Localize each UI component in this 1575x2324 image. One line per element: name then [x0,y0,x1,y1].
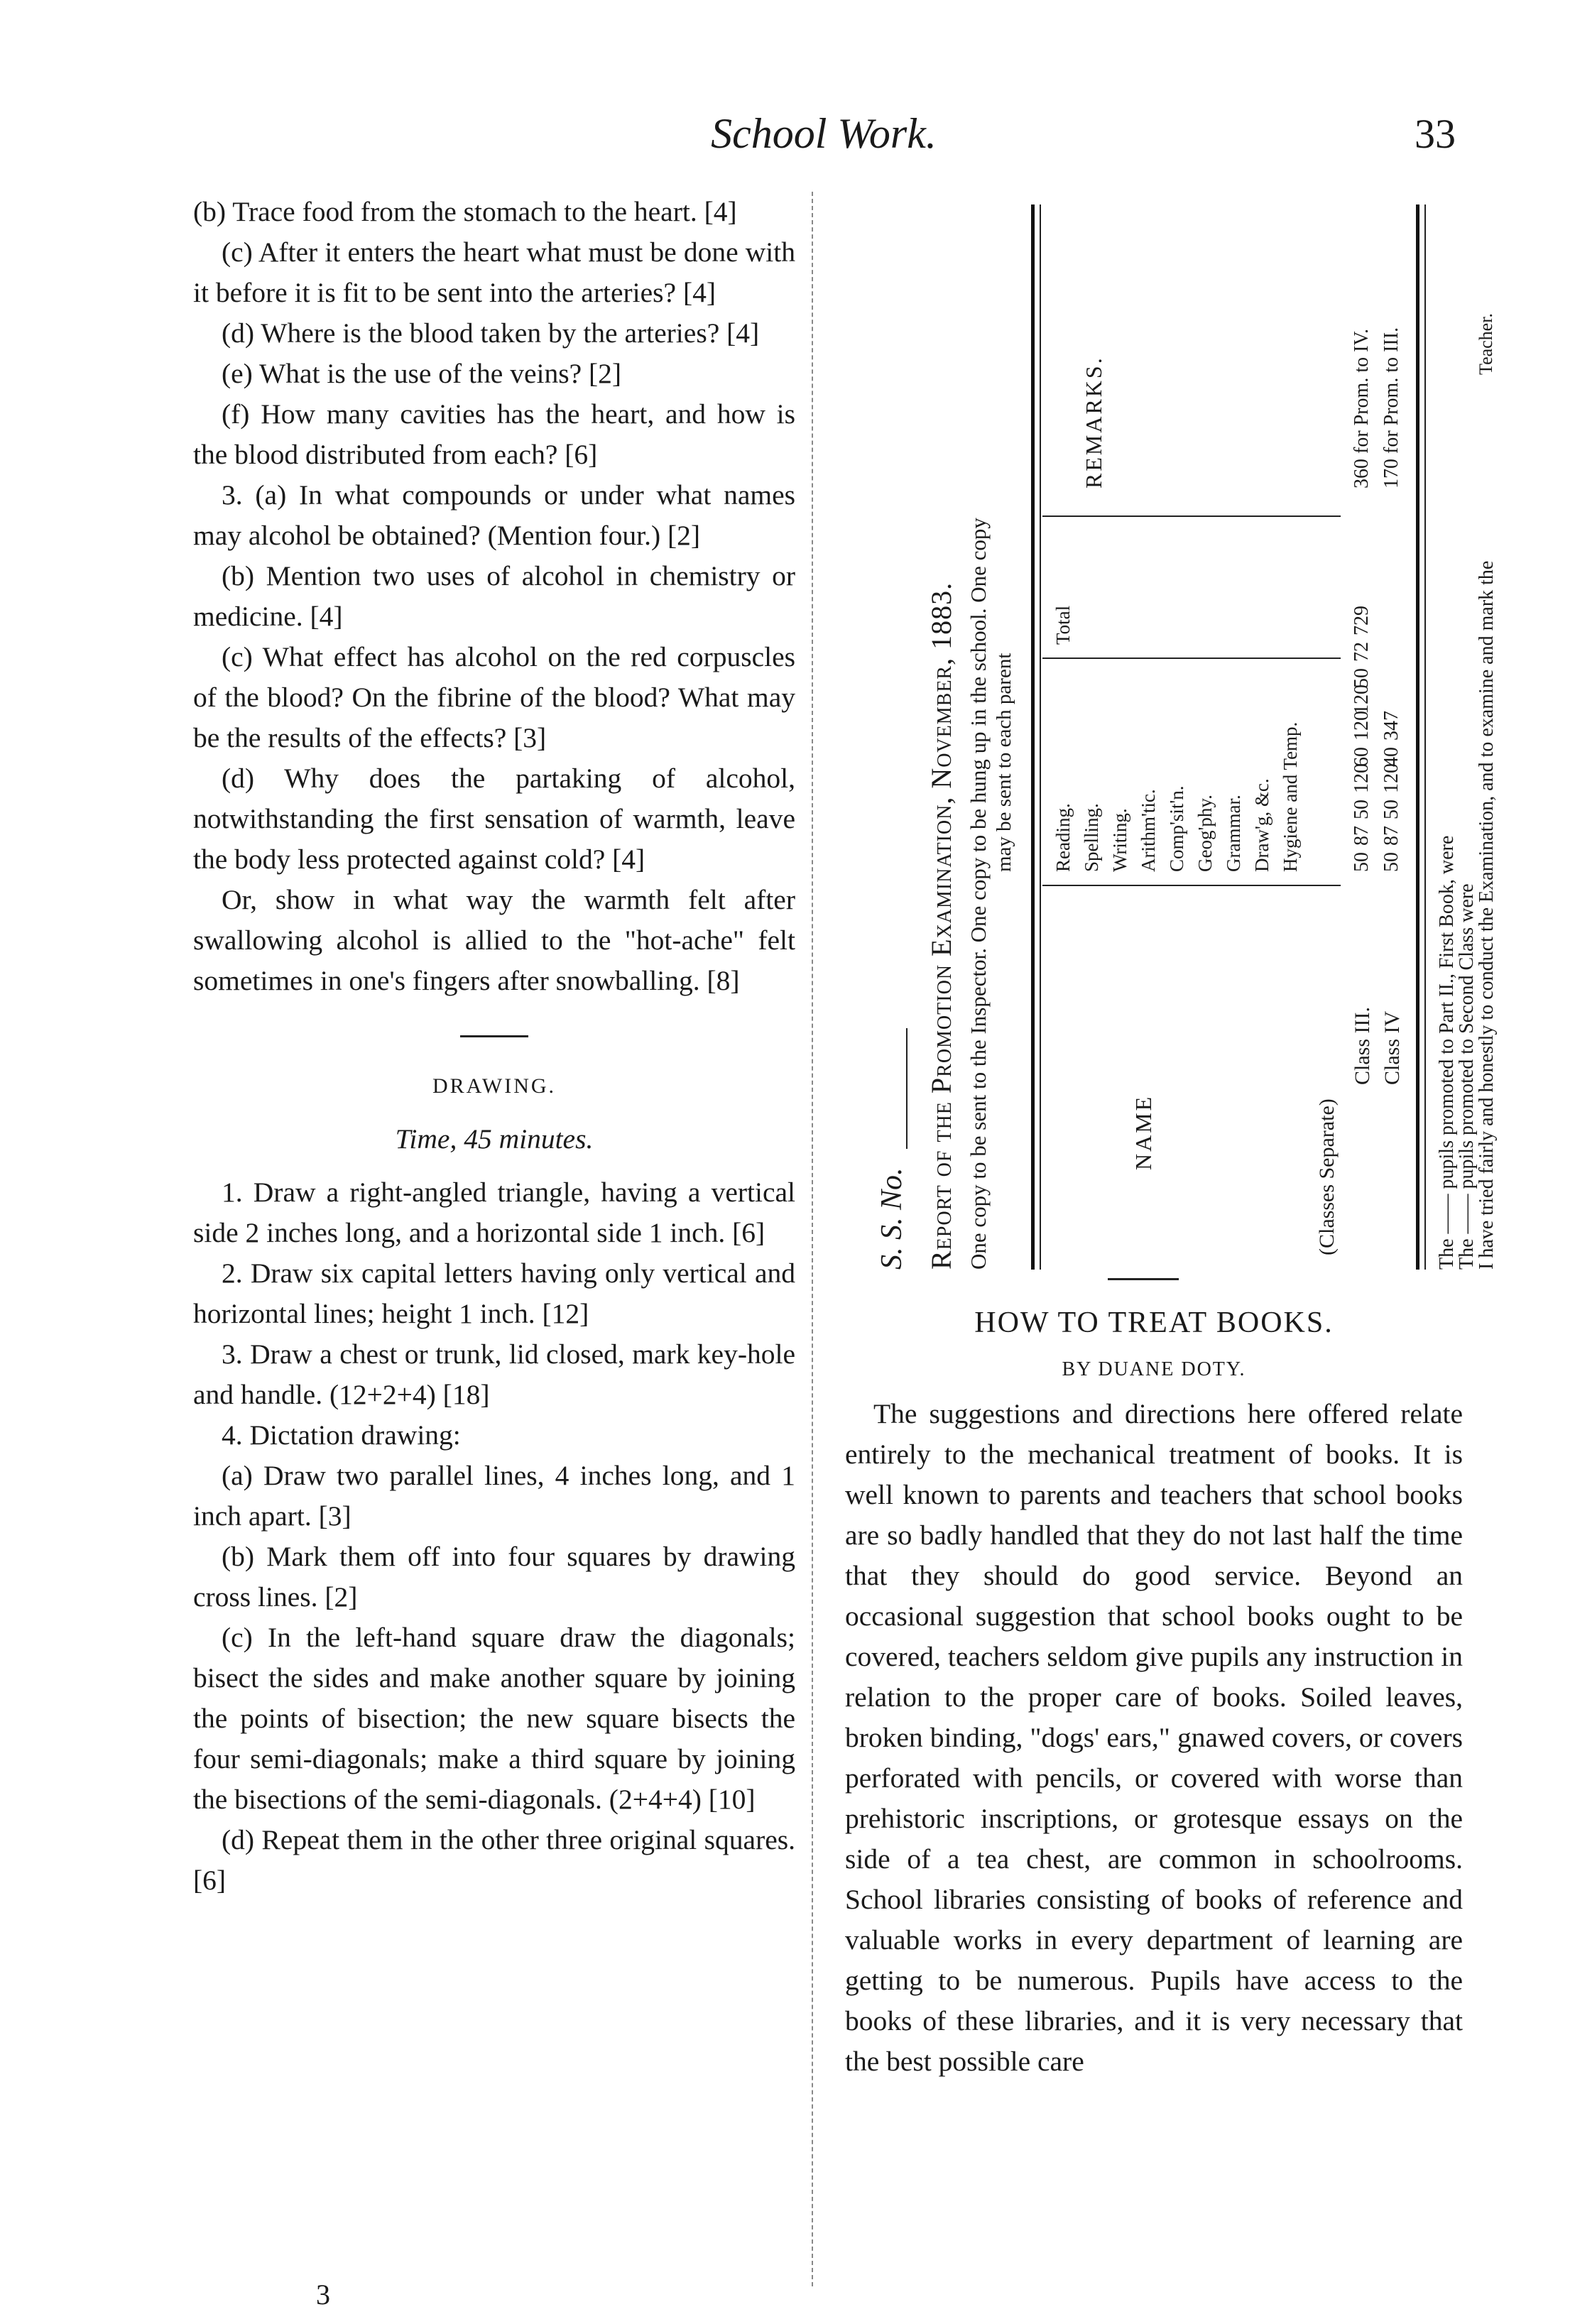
score-cell: 50 [1351,800,1373,819]
table-bottom-rule-inner [1424,204,1426,1270]
question-text: (c) After it enters the heart what must be done with it before it is fit to be sent into the arteries? [4] [193,236,795,308]
section-heading: DRAWING. [432,1074,557,1098]
remark-cell: 360 for Prom. to IV. [1351,328,1373,489]
class-label: Class III. [1351,1007,1374,1085]
name-column-header: NAME [1130,1094,1156,1170]
footer-line: The —— pupils promoted to Part II., First Book, were [1436,835,1458,1270]
drawing-item: 1. Draw a right-angled triangle, having a vertical side 2 inches long, and a horizontal side 1 inch. [6] [193,1177,795,1248]
report-instruction-continued: may be sent to each parent [993,653,1015,872]
classes-separate-label: (Classes Separate) [1315,1098,1339,1255]
left-column [193,192,795,1901]
score-cell: 40 [1380,747,1402,767]
drawing-item: (b) Mark them off into four squares by drawing cross lines. [2] [193,1541,795,1613]
class-label: Class IV [1380,1010,1404,1085]
subject-column-header: Spelling. [1081,803,1102,872]
subject-column-header: Geog'phy. [1194,795,1216,872]
drawing-item: 2. Draw six capital letters having only vertical and horizontal lines; height 1 inch. [12] [193,1258,795,1329]
table-row [1380,711,1403,872]
score-cell: 120 [1351,763,1373,793]
question-text: (f) How many cavities has the heart, and how is the blood distributed from each? [6] [193,398,795,470]
drawing-item: (a) Draw two parallel lines, 4 inches long, and 1 inch apart. [3] [193,1460,795,1532]
question-text: (b) Trace food from the stomach to the heart. [4] [193,196,737,227]
subject-column-header: Draw'g, &c. [1251,778,1272,872]
question-text: (b) Mention two uses of alcohol in chemistry or medicine. [4] [193,560,795,632]
section-divider [460,1035,528,1037]
table-top-rule-inner [1040,204,1041,1270]
score-cell: 50 [1351,668,1373,688]
subject-column-header: Reading. [1052,803,1074,872]
signature-mark: 3 [316,2279,330,2311]
drawing-item: (d) Repeat them in the other three original squares. [6] [193,1824,795,1896]
footer-line: I have tried fairly and honestly to conduct the Examination, and to examine and mark the [1476,560,1498,1270]
question-text: 3. (a) In what compounds or under what names may alcohol be obtained? (Mention four.) [2] [193,479,795,551]
subject-column-header: Total [1052,605,1074,645]
question-text: (c) What effect has alcohol on the red corpuscles of the blood? On the fibrine of the blood? What may be the results of the effects? [3] [193,641,795,753]
table-row [1351,606,1373,872]
drawing-item: (c) In the left-hand square draw the diagonals; bisect the sides and make another square by joining the points of bisection; the new square bisects the four semi-diagonals; make a third square by joining the bisections of the semi-diagonals. (2+4+4) [10] [193,1622,795,1815]
score-cell: 50 [1351,852,1373,872]
teacher-signature-label: Teacher. [1476,313,1496,375]
page-number: 33 [1415,111,1456,157]
score-cell: 120 [1351,684,1373,714]
total-cell: 347 [1380,711,1402,741]
column-divider [812,192,813,2286]
time-allowance: Time, 45 minutes. [395,1123,594,1155]
table-top-rule [1031,204,1035,1270]
report-title: Report of the Promotion Examination, November, 1883. [925,582,957,1270]
score-cell: 50 [1380,852,1402,872]
table-bottom-rule [1416,204,1419,1270]
ss-number-blank [906,1028,908,1149]
drawing-item: 4. Dictation drawing: [222,1419,461,1451]
table-column-rule [1042,515,1341,517]
ss-number-label: S. S. No. [876,1167,908,1270]
report-instruction: One copy to be sent to the Inspector. One copy to be hung up in the school. One copy [966,518,991,1270]
table-column-rule [1042,658,1341,659]
question-text: (d) Where is the blood taken by the arteries? [4] [222,317,760,349]
subject-column-header: Hygiene and Temp. [1280,721,1301,872]
remarks-column-header: REMARKS. [1081,356,1106,489]
drawing-item: 3. Draw a chest or trunk, lid closed, mark key-hole and handle. (12+2+4) [18] [193,1338,795,1410]
footer-line [875,1271,876,1272]
question-text: (d) Why does the partaking of alcohol, notwithstanding the first sensation of warmth, leave the body less protected against cold? [4] [193,763,795,875]
section-divider [1108,1278,1179,1280]
subject-column-header: Writing. [1109,808,1130,872]
remark-cell: 170 for Prom. to III. [1380,327,1402,489]
subject-column-header: Arithm'tic. [1138,789,1159,872]
article-body: The suggestions and directions here offered relate entirely to the mechanical treatment of books. It is well known to parents and teachers that school books are so badly handled that they do not last half the time that they should do good service. Beyond an occasional suggestion that school books ought to be covered, teachers seldom give pupils any instruction in relation to the proper care of books. Soiled leaves, broken binding, "dogs' ears," gnawed covers, or covers perforated with pencils, or covered with worse than prehistoric inscriptions, or grotesque essays on the side of a tea chest, are common in schoolrooms. School libraries consisting of books of reference and valuable works in every department of learning are getting to be numerous. Pupils have access to the books of these libraries, and it is very necessary that the best possible care [845,1398,1463,2077]
table-column-rule [1042,885,1341,886]
score-cell: 87 [1380,826,1402,846]
article-author: BY DUANE DOTY. [1062,1358,1246,1380]
right-column [845,1303,1463,2082]
footer-line: The —— pupils promoted to Second Class were [1456,883,1478,1270]
score-cell: 120 [1351,711,1373,741]
score-cell: 50 [1380,800,1402,819]
report-form [875,190,1500,1270]
score-cell: 87 [1351,826,1373,846]
score-cell: 72 [1351,642,1373,662]
article-title: HOW TO TREAT BOOKS. [974,1306,1334,1339]
subject-column-header: Comp'sit'n. [1166,785,1187,872]
score-cell: 120 [1380,763,1402,793]
running-head-title: School Work. [711,110,937,157]
question-text: (e) What is the use of the veins? [2] [222,358,622,389]
question-text: Or, show in what way the warmth felt after swallowing alcohol is allied to the "hot-ache" felt sometimes in one's fingers after snowballing. [8] [193,884,795,996]
score-cell: 60 [1351,747,1373,767]
subject-column-header: Grammar. [1223,795,1244,872]
total-cell: 729 [1351,606,1373,635]
